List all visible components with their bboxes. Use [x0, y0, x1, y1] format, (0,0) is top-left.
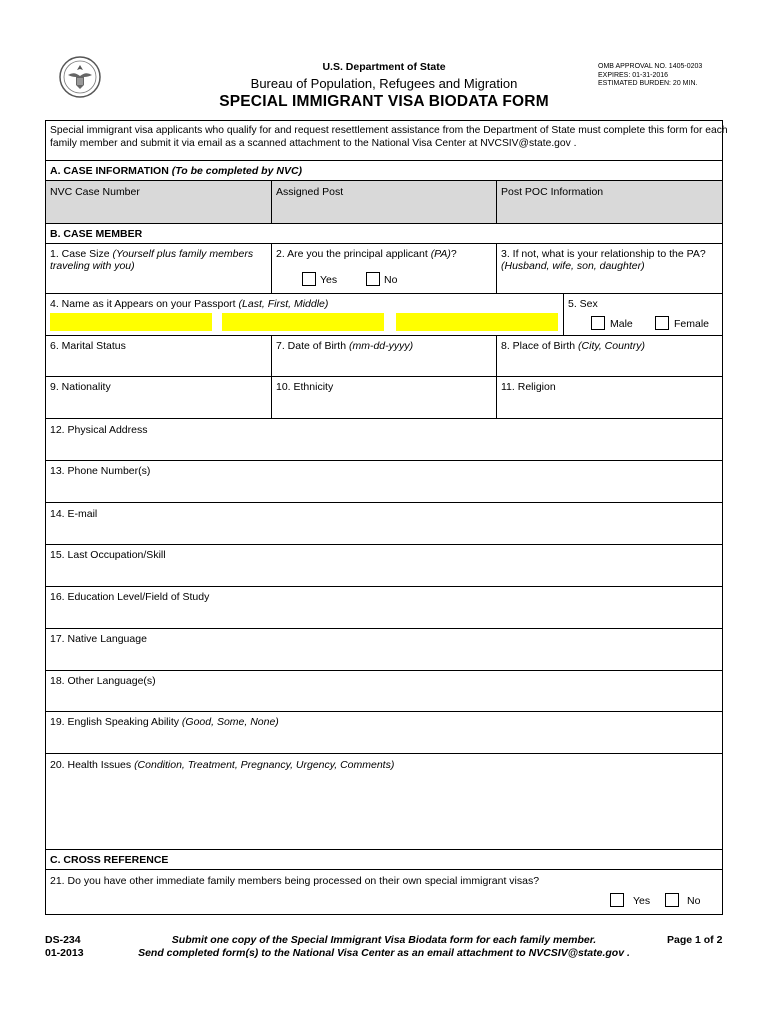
department-name: U.S. Department of State — [322, 61, 446, 73]
omb-info — [598, 63, 702, 89]
education-level-field[interactable]: 16. Education Level/Field of Study — [50, 591, 210, 603]
religion-field[interactable]: 11. Religion — [501, 381, 556, 393]
date-of-birth-field[interactable]: 7. Date of Birth (mm-dd-yyyy) — [276, 340, 414, 352]
section-b-title: B. CASE MEMBER — [50, 228, 143, 240]
form-frame — [45, 120, 723, 915]
ethnicity-field[interactable]: 10. Ethnicity — [276, 381, 334, 393]
case-size-label: 1. Case Size (Yourself plus family members — [50, 248, 254, 260]
sex-female-label: Female — [674, 318, 710, 330]
footer-instruction-1: Submit one copy of the Special Immigrant Visa Biodata form for each family member. — [171, 934, 597, 946]
cross-ref-no-label: No — [687, 895, 701, 907]
sex-female-checkbox[interactable] — [655, 316, 669, 330]
cross-ref-yes-checkbox[interactable] — [610, 893, 624, 907]
email-field[interactable]: 14. E-mail — [50, 508, 98, 520]
sex-male-checkbox[interactable] — [591, 316, 605, 330]
case-size-note: traveling with you) — [50, 260, 135, 272]
phone-numbers-field[interactable]: 13. Phone Number(s) — [50, 465, 151, 477]
omb-approval: OMB APPROVAL NO. 1405-0203 — [598, 63, 703, 70]
omb-burden: ESTIMATED BURDEN: 20 MIN. — [598, 80, 698, 87]
family-members-question: 21. Do you have other immediate family members being processed on their own special immigrant visas? — [50, 875, 540, 887]
marital-status-field[interactable]: 6. Marital Status — [50, 340, 126, 352]
health-issues-field[interactable]: 20. Health Issues (Condition, Treatment, Pregnancy, Urgency, Comments) — [50, 759, 395, 771]
bureau-name: Bureau of Population, Refugees and Migration — [250, 76, 518, 91]
form-title: SPECIAL IMMIGRANT VISA BIODATA FORM — [219, 93, 549, 110]
principal-no-checkbox[interactable] — [366, 272, 380, 286]
form-number: DS-234 — [45, 934, 81, 946]
physical-address-field[interactable]: 12. Physical Address — [50, 424, 148, 436]
principal-no-label: No — [384, 274, 398, 286]
post-poc-field[interactable]: Post POC Information — [501, 186, 604, 198]
english-ability-field[interactable]: 19. English Speaking Ability (Good, Some, None) — [50, 716, 279, 728]
page-number: Page 1 of 2 — [667, 934, 723, 946]
principal-applicant-label: 2. Are you the principal applicant (PA)? — [276, 248, 457, 260]
sex-male-label: Male — [610, 318, 633, 330]
other-languages-field[interactable]: 18. Other Language(s) — [50, 675, 156, 687]
last-name-input[interactable] — [50, 313, 212, 331]
principal-yes-checkbox[interactable] — [302, 272, 316, 286]
nationality-field[interactable]: 9. Nationality — [50, 381, 111, 393]
intro-line-1: Special immigrant visa applicants who qualify for and request resettlement assistance from the Department of State must complete this form for each — [50, 125, 728, 136]
cross-ref-yes-label: Yes — [633, 895, 651, 907]
section-a-title: A. CASE INFORMATION (To be completed by NVC) — [50, 165, 303, 177]
cross-ref-no-checkbox[interactable] — [665, 893, 679, 907]
form-date: 01-2013 — [45, 947, 84, 959]
first-name-input[interactable] — [222, 313, 384, 331]
sex-label: 5. Sex — [568, 298, 598, 310]
middle-name-input[interactable] — [396, 313, 558, 331]
section-c-title: C. CROSS REFERENCE — [50, 854, 169, 866]
passport-name-label: 4. Name as it Appears on your Passport (Last, First, Middle) — [50, 298, 329, 310]
native-language-field[interactable]: 17. Native Language — [50, 633, 147, 645]
nvc-case-number-field[interactable]: NVC Case Number — [50, 186, 140, 198]
relationship-label: 3. If not, what is your relationship to the PA? — [501, 248, 706, 260]
principal-yes-label: Yes — [320, 274, 338, 286]
intro-line-2: family member and submit it via email as a scanned attachment to the National Visa Center at NVCSIV@state.gov . — [50, 138, 577, 149]
footer-instruction-2: Send completed form(s) to the National Visa Center as an email attachment to NVCSIV@state.gov . — [138, 947, 630, 959]
assigned-post-field[interactable]: Assigned Post — [276, 186, 344, 198]
place-of-birth-field[interactable]: 8. Place of Birth (City, Country) — [501, 340, 645, 352]
last-occupation-field[interactable]: 15. Last Occupation/Skill — [50, 549, 166, 561]
omb-expires: EXPIRES: 01-31-2016 — [598, 71, 669, 79]
relationship-note: (Husband, wife, son, daughter) — [501, 260, 645, 272]
